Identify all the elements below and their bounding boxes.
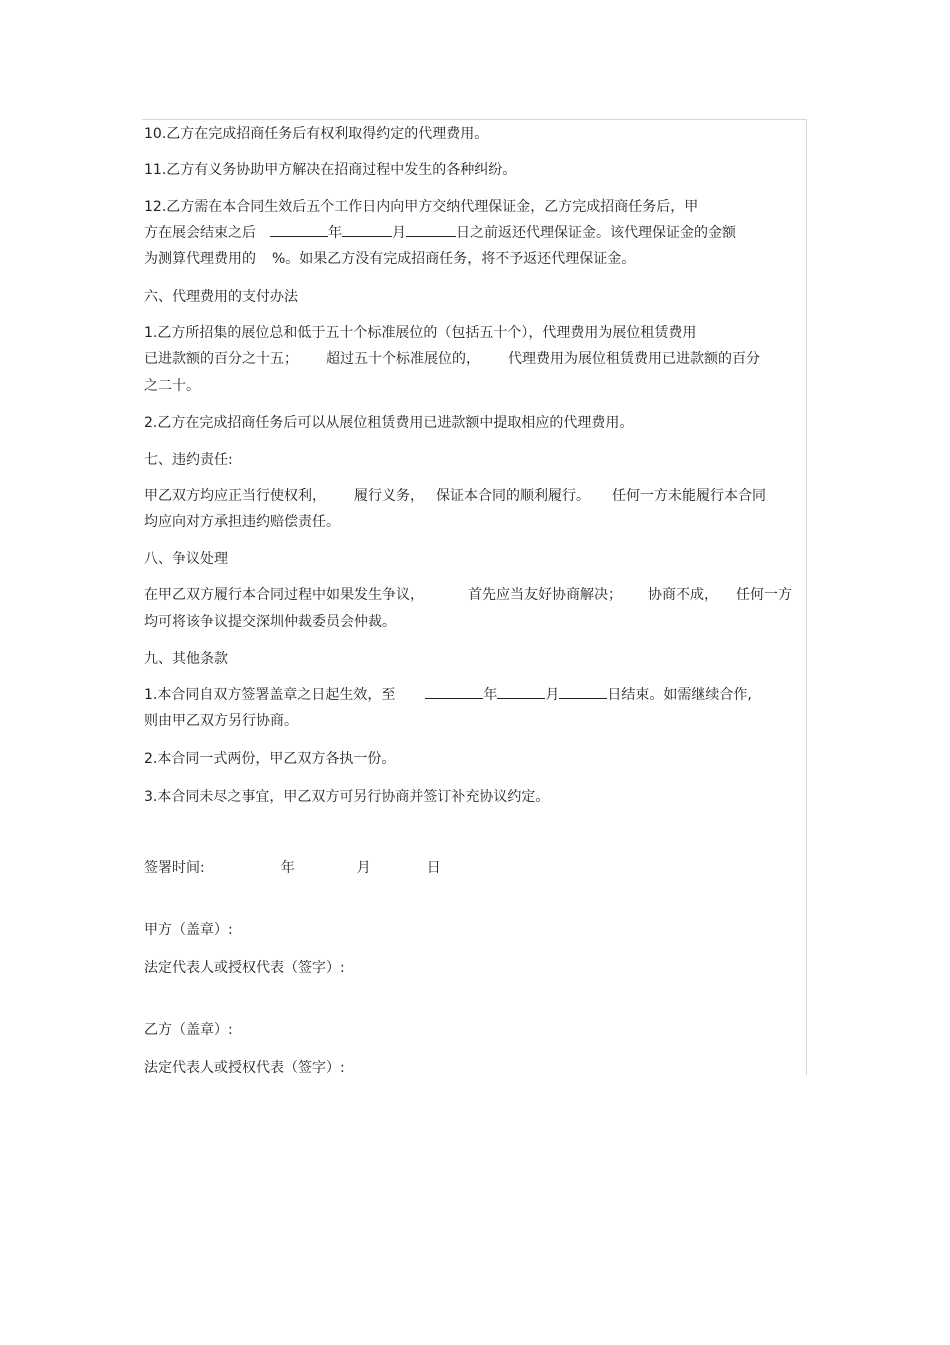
section-9-3 xyxy=(144,788,549,806)
clause-12-text-3a: 为测算代理费用的 xyxy=(144,251,256,267)
section-6-1-line-2 xyxy=(144,350,760,368)
section-9-2 xyxy=(144,750,395,768)
section-6-2-text: 2.乙方在完成招商任务后可以从展位租赁费用已进款额中提取相应的代理费用。 xyxy=(144,415,634,431)
clause-10 xyxy=(144,125,488,143)
party-b-label: 乙方（盖章）: xyxy=(144,1022,233,1038)
section-9-1-text-1a: 1.本合同自双方签署盖章之日起生效，至 xyxy=(144,687,396,703)
party-a-label: 甲方（盖章）: xyxy=(144,922,233,938)
section-9-3-text: 3.本合同未尽之事宜，甲乙双方可另行协商并签订补充协议约定。 xyxy=(144,789,550,805)
signing-day-label: 日 xyxy=(426,860,441,876)
day-blank xyxy=(406,224,456,237)
section-7-text-2: 均应向对方承担违约赔偿责任。 xyxy=(144,514,340,530)
section-8-line-1 xyxy=(144,586,792,604)
section-7-text-1b: 履行义务， xyxy=(354,488,424,504)
section-8-text-1b: 首先应当友好协商解决； xyxy=(468,587,622,603)
clause-12-line-3 xyxy=(144,250,635,268)
section-6-title xyxy=(144,288,298,306)
party-b-seal xyxy=(144,1021,233,1039)
end-year-blank xyxy=(425,686,483,699)
signing-month-label: 月 xyxy=(356,860,371,876)
section-7-text-1d: 任何一方未能履行本合同 xyxy=(612,488,766,504)
section-6-1-text-2c: 代理费用为展位租赁费用已进款额的百分 xyxy=(508,351,760,367)
month-label: 月 xyxy=(392,225,406,241)
section-9-title xyxy=(144,650,228,668)
clause-10-text: 10.乙方在完成招商任务后有权利取得约定的代理费用。 xyxy=(144,126,489,142)
section-8-text-1a: 在甲乙双方履行本合同过程中如果发生争议， xyxy=(144,587,424,603)
clause-11 xyxy=(144,161,516,179)
clause-12-line-1 xyxy=(144,198,698,216)
month-blank xyxy=(342,224,392,237)
signing-time xyxy=(144,859,441,877)
section-7-text-1a: 甲乙双方均应正当行使权利， xyxy=(144,488,326,504)
section-6-1-text-2a: 已进款额的百分之十五； xyxy=(144,351,298,367)
section-8-text-1d: 任何一方 xyxy=(736,587,792,603)
section-7-line-2 xyxy=(144,513,340,531)
clause-12-text-3b: %。如果乙方没有完成招商任务，将不予返还代理保证金。 xyxy=(272,251,636,267)
end-month-label: 月 xyxy=(545,687,560,703)
party-a-rep-label: 法定代表人或授权代表（签字）: xyxy=(144,960,345,976)
signing-year-label: 年 xyxy=(280,860,295,876)
section-6-1-text-1: 1.乙方所招集的展位总和低于五十个标准展位的（包括五十个），代理费用为展位租赁费用 xyxy=(144,325,697,341)
section-6-1-line-3 xyxy=(144,377,200,395)
section-6-1-text-2b: 超过五十个标准展位的， xyxy=(326,351,480,367)
party-b-representative xyxy=(144,1059,345,1077)
clause-12-text-2b: 日之前返还代理保证金。该代理保证金的金额 xyxy=(456,225,736,241)
section-9-1-text-2: 则由甲乙双方另行协商。 xyxy=(144,713,298,729)
section-8-text-2: 均可将该争议提交深圳仲裁委员会仲裁。 xyxy=(144,614,396,630)
clause-11-text: 11.乙方有义务协助甲方解决在招商过程中发生的各种纠纷。 xyxy=(144,162,517,178)
section-7-text-1c: 保证本合同的顺利履行。 xyxy=(436,488,590,504)
end-day-blank xyxy=(559,686,607,699)
section-8-title xyxy=(144,550,228,568)
section-9-1-line-1 xyxy=(144,686,752,704)
clause-12-text-1: 12.乙方需在本合同生效后五个工作日内向甲方交纳代理保证金，乙方完成招商任务后，甲 xyxy=(144,199,699,215)
party-b-rep-label: 法定代表人或授权代表（签字）: xyxy=(144,1060,345,1076)
end-month-blank xyxy=(497,686,545,699)
section-7-heading: 七、违约责任: xyxy=(144,452,233,468)
section-8-heading: 八、争议处理 xyxy=(144,551,228,567)
section-6-heading: 六、代理费用的支付办法 xyxy=(144,289,298,305)
party-a-seal xyxy=(144,921,233,939)
year-blank xyxy=(270,224,328,237)
signing-time-label: 签署时间: xyxy=(144,860,205,876)
clause-12-line-2 xyxy=(144,224,736,242)
section-8-text-1c: 协商不成， xyxy=(648,587,718,603)
section-9-1-line-2 xyxy=(144,712,298,730)
end-year-label: 年 xyxy=(483,687,498,703)
section-9-2-text: 2.本合同一式两份，甲乙双方各执一份。 xyxy=(144,751,396,767)
section-6-1-line-1 xyxy=(144,324,696,342)
section-7-title xyxy=(144,451,233,469)
party-a-representative xyxy=(144,959,345,977)
year-label: 年 xyxy=(328,225,342,241)
section-9-1-text-1b: 日结束。如需继续合作, xyxy=(607,687,752,703)
section-6-2 xyxy=(144,414,633,432)
section-6-1-text-3: 之二十。 xyxy=(144,378,200,394)
section-7-line-1 xyxy=(144,487,766,505)
section-9-heading: 九、其他条款 xyxy=(144,651,228,667)
section-8-line-2 xyxy=(144,613,396,631)
clause-12-text-2a: 方在展会结束之后 xyxy=(144,225,256,241)
